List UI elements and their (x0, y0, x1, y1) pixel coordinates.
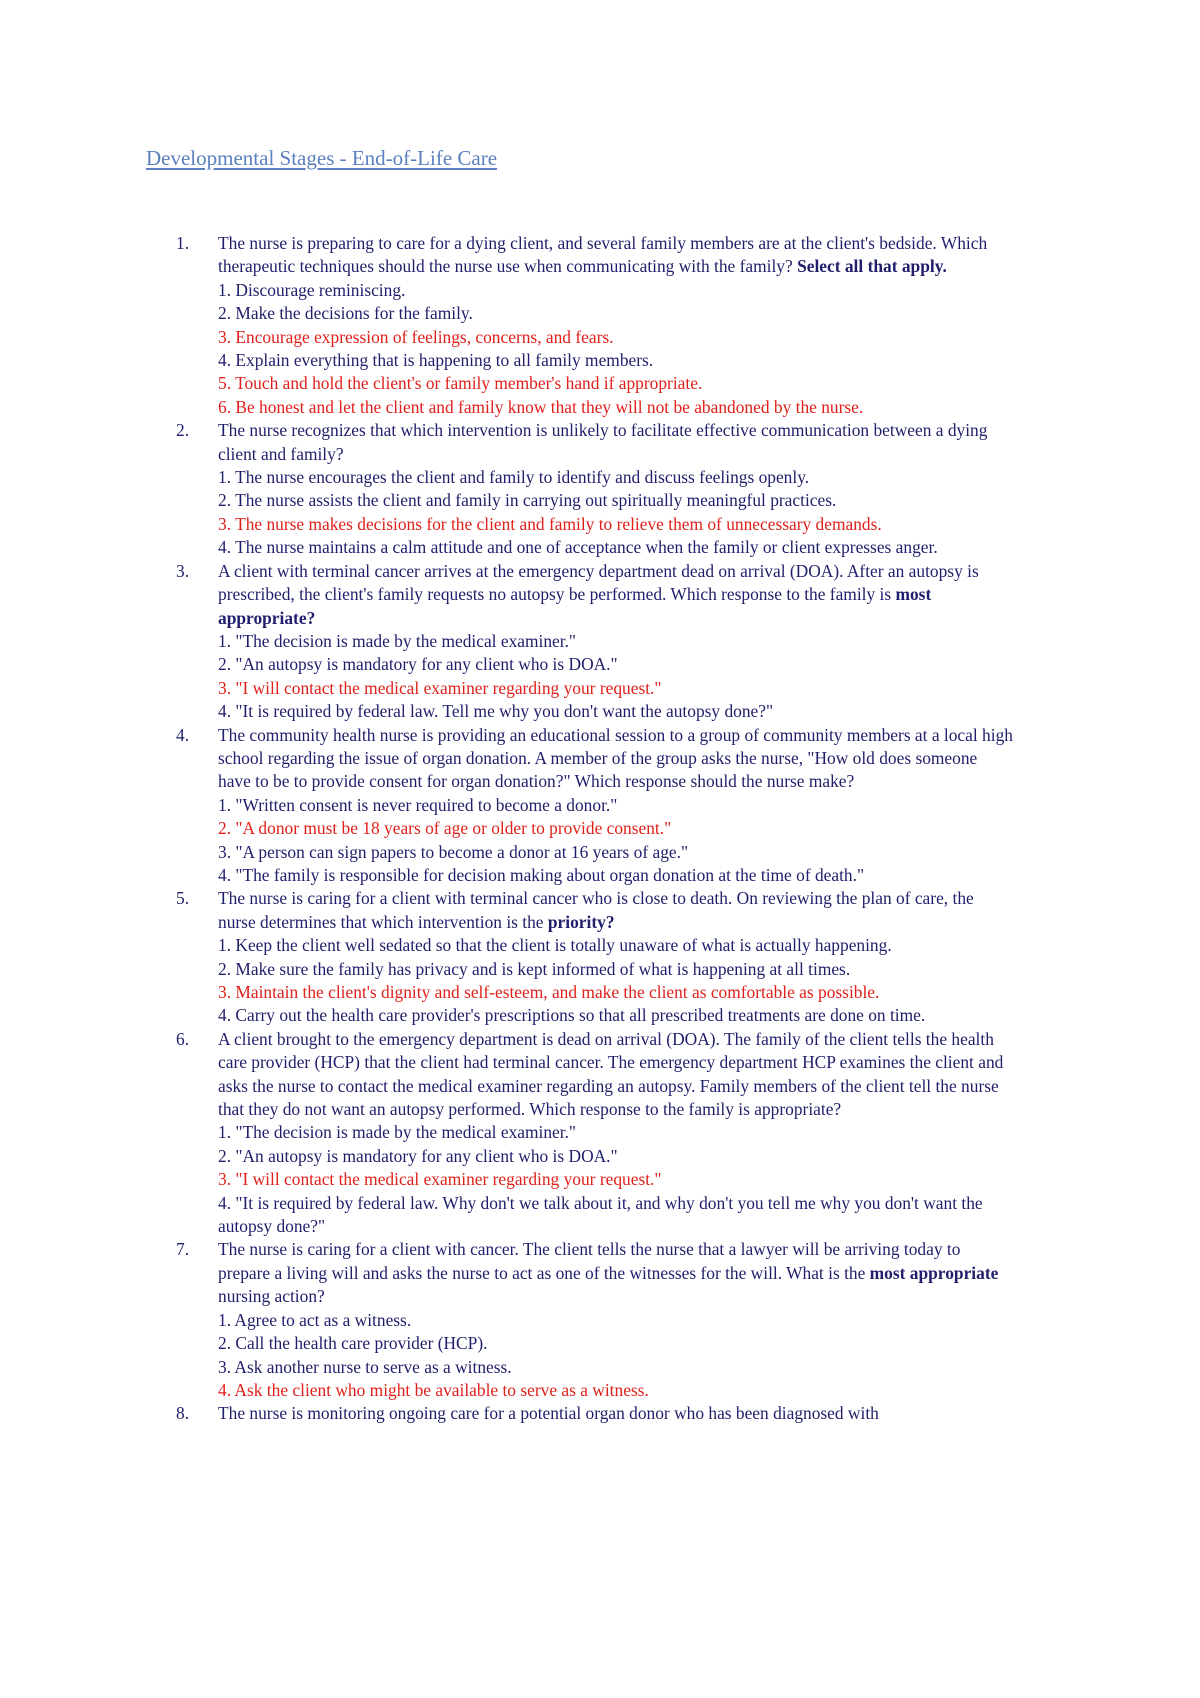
question-emphasis: Select all that apply. (797, 256, 947, 277)
correct-answer-option: 2. "A donor must be 18 years of age or older to provide consent." (218, 818, 672, 839)
question-stem: The nurse is caring for a client with terminal cancer who is close to death. On reviewing the plan of care, the nurse determines that which intervention is the (218, 888, 974, 932)
question-stem: The nurse recognizes that which intervention is unlikely to facilitate effective communication between a dying client and family? (218, 420, 988, 464)
question-number: 7. (176, 1239, 190, 1260)
question-number: 2. (176, 420, 190, 441)
question-item (146, 419, 1014, 559)
question-stem: The community health nurse is providing an educational session to a group of community members at a local high school regarding the issue of organ donation. A member of the group asks the nurse, "How old does someone have to be to provide consent for organ donation?" Which response should the nurse make? (218, 724, 1013, 792)
correct-answer-option: 5. Touch and hold the client's or family member's hand if appropriate. (218, 373, 703, 394)
answer-option: 2. The nurse assists the client and family in carrying out spiritually meaningful practices. (218, 490, 837, 511)
question-number: 6. (176, 1028, 190, 1049)
question-emphasis: priority? (547, 911, 615, 932)
question-emphasis: most appropriate (869, 1262, 999, 1283)
question-emphasis: most appropriate? (218, 584, 932, 628)
question-number: 5. (176, 888, 190, 909)
question-stem: A client with terminal cancer arrives at the emergency department dead on arrival (DOA). After an autopsy is prescribed, the client's family requests no autopsy be performed. Which response to the family is (218, 560, 979, 605)
question-item (146, 724, 1014, 888)
answer-option: 3. Ask another nurse to serve as a witness. (218, 1356, 512, 1377)
answer-option: 2. "An autopsy is mandatory for any client who is DOA." (218, 654, 618, 675)
question-number: 3. (176, 560, 190, 581)
question-list (146, 232, 1014, 1426)
answer-option: 2. Call the health care provider (HCP). (218, 1333, 488, 1354)
question-stem: The nurse is preparing to care for a dying client, and several family members are at the client's bedside. Which therapeutic techniques should the nurse use when communicating with the family? (218, 233, 988, 277)
answer-option: 4. "The family is responsible for decision making about organ donation at the time of death." (218, 864, 865, 885)
question-stem: A client brought to the emergency department is dead on arrival (DOA). The family of the client tells the health care provider (HCP) that the client had terminal cancer. The emergency department HCP examines the client and asks the nurse to contact the medical examiner regarding an autopsy. Family members of the client tell the nurse that they do not want an autopsy performed. Which response to the family is appropriate? (218, 1028, 1004, 1120)
question-number: 8. (176, 1403, 190, 1424)
correct-answer-option: 4. Ask the client who might be available to serve as a witness. (218, 1379, 649, 1400)
correct-answer-option: 3. "I will contact the medical examiner regarding your request." (218, 677, 662, 698)
question-item (146, 1238, 1014, 1402)
answer-option: 1. "The decision is made by the medical examiner." (218, 1122, 577, 1143)
correct-answer-option: 3. The nurse makes decisions for the client and family to relieve them of unnecessary demands. (218, 513, 882, 534)
question-number: 4. (176, 724, 190, 745)
question-item (146, 1402, 1014, 1425)
answer-option: 1. Agree to act as a witness. (218, 1309, 412, 1330)
document-title: Developmental Stages - End-of-Life Care (146, 146, 498, 170)
answer-option: 4. Carry out the health care provider's prescriptions so that all prescribed treatments are done on time. (218, 1005, 926, 1026)
correct-answer-option: 3. Encourage expression of feelings, concerns, and fears. (218, 326, 614, 347)
answer-option: 4. The nurse maintains a calm attitude and one of acceptance when the family or client expresses anger. (218, 537, 938, 558)
correct-answer-option: 3. "I will contact the medical examiner regarding your request." (218, 1169, 662, 1190)
question-stem: The nurse is monitoring ongoing care for a potential organ donor who has been diagnosed with (218, 1403, 879, 1424)
answer-option: 3. "A person can sign papers to become a donor at 16 years of age." (218, 841, 689, 862)
answer-option: 1. The nurse encourages the client and family to identify and discuss feelings openly. (218, 467, 810, 488)
question-item (146, 1028, 1014, 1239)
answer-option: 2. Make the decisions for the family. (218, 303, 473, 324)
answer-option: 1. "The decision is made by the medical examiner." (218, 630, 577, 651)
answer-option: 2. "An autopsy is mandatory for any client who is DOA." (218, 1145, 618, 1166)
question-number: 1. (176, 233, 190, 253)
question-item (146, 887, 1014, 1027)
answer-option: 1. "Written consent is never required to become a donor." (218, 794, 618, 815)
correct-answer-option: 6. Be honest and let the client and family know that they will not be abandoned by the nurse. (218, 396, 864, 417)
answer-option: 1. Keep the client well sedated so that the client is totally unaware of what is actually happening. (218, 935, 892, 956)
answer-option: 1. Discourage reminiscing. (218, 279, 406, 300)
answer-option: 4. "It is required by federal law. Why don't we talk about it, and why don't you tell me why you don't want the autopsy done?" (218, 1192, 983, 1237)
correct-answer-option: 3. Maintain the client's dignity and self-esteem, and make the client as comfortable as possible. (218, 982, 880, 1002)
question-stem-tail: nursing action? (218, 1286, 325, 1307)
answer-option: 2. Make sure the family has privacy and is kept informed of what is happening at all times. (218, 958, 851, 979)
question-item (146, 232, 1014, 419)
question-item (146, 560, 1014, 724)
answer-option: 4. Explain everything that is happening to all family members. (218, 350, 654, 371)
answer-option: 4. "It is required by federal law. Tell me why you don't want the autopsy done?" (218, 701, 774, 722)
question-stem: The nurse is caring for a client with cancer. The client tells the nurse that a lawyer will be arriving today to prepare a living will and asks the nurse to act as one of the witnesses for the will. What is the (218, 1239, 961, 1283)
